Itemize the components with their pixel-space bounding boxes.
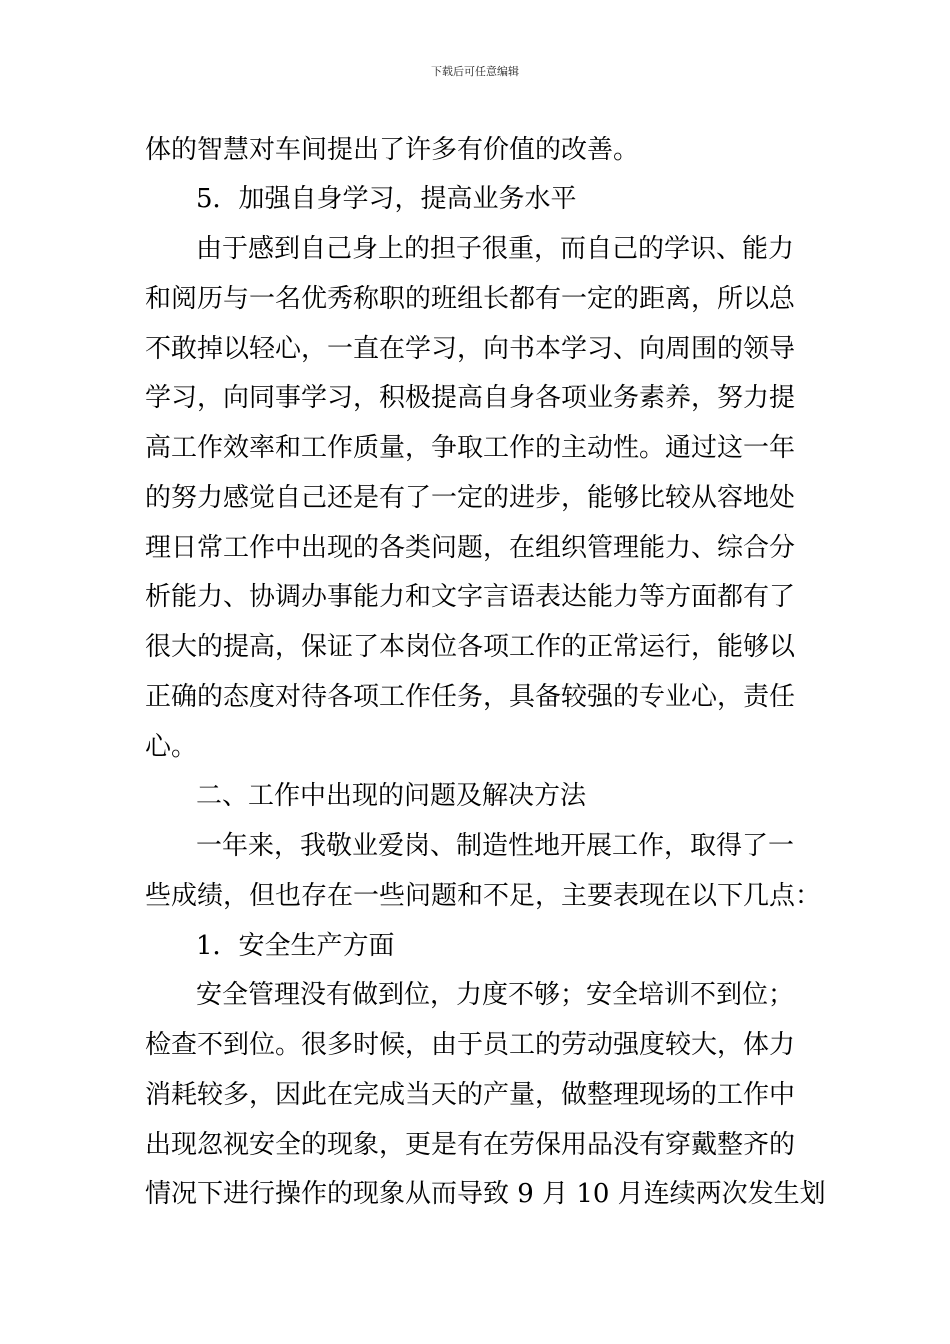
- paragraph-line: 析能力、协调办事能力和文字言语表达能力等方面都有了: [145, 582, 796, 612]
- paragraph-line: 由于感到自己身上的担子很重，而自己的学识、能力: [196, 234, 795, 264]
- paragraph-line: 和阅历与一名优秀称职的班组长都有一定的距离，所以总: [145, 284, 796, 314]
- section-heading: 5．加强自身学习，提高业务水平: [196, 184, 577, 214]
- text-line: 体的智慧对车间提出了许多有价值的改善。: [145, 135, 640, 165]
- paragraph-line: 一年来，我敬业爱岗、制造性地开展工作，取得了一: [196, 831, 795, 861]
- paragraph-line: 的努力感觉自己还是有了一定的进步，能够比较从容地处: [145, 483, 796, 513]
- paragraph-line: 心。: [145, 732, 198, 762]
- paragraph-line: 很大的提高，保证了本岗位各项工作的正常运行，能够以: [145, 632, 796, 662]
- page-header-note: 下载后可任意编辑: [431, 65, 519, 78]
- paragraph-line: 情况下进行操作的现象从而导致 9 月 10 月连续两次发生划: [145, 1179, 826, 1209]
- paragraph-line: 检查不到位。很多时候，由于员工的劳动强度较大，体力: [145, 1030, 796, 1060]
- paragraph-line: 出现忽视安全的现象，更是有在劳保用品没有穿戴整齐的: [145, 1130, 796, 1160]
- section-heading: 1．安全生产方面: [196, 931, 395, 961]
- paragraph-line: 不敢掉以轻心，一直在学习，向书本学习、向周围的领导: [145, 334, 796, 364]
- paragraph-line: 学习，向同事学习，积极提高自身各项业务素养，努力提: [145, 383, 796, 413]
- paragraph-line: 理日常工作中出现的各类问题，在组织管理能力、综合分: [145, 533, 796, 563]
- paragraph-line: 安全管理没有做到位，力度不够；安全培训不到位；: [196, 980, 795, 1010]
- paragraph-line: 正确的态度对待各项工作任务，具备较强的专业心，责任: [145, 682, 796, 712]
- paragraph-line: 高工作效率和工作质量，争取工作的主动性。通过这一年: [145, 433, 796, 463]
- paragraph-line: 些成绩，但也存在一些问题和不足，主要表现在以下几点：: [145, 881, 822, 911]
- paragraph-line: 消耗较多，因此在完成当天的产量，做整理现场的工作中: [145, 1080, 796, 1110]
- section-heading: 二、工作中出现的问题及解决方法: [196, 781, 587, 811]
